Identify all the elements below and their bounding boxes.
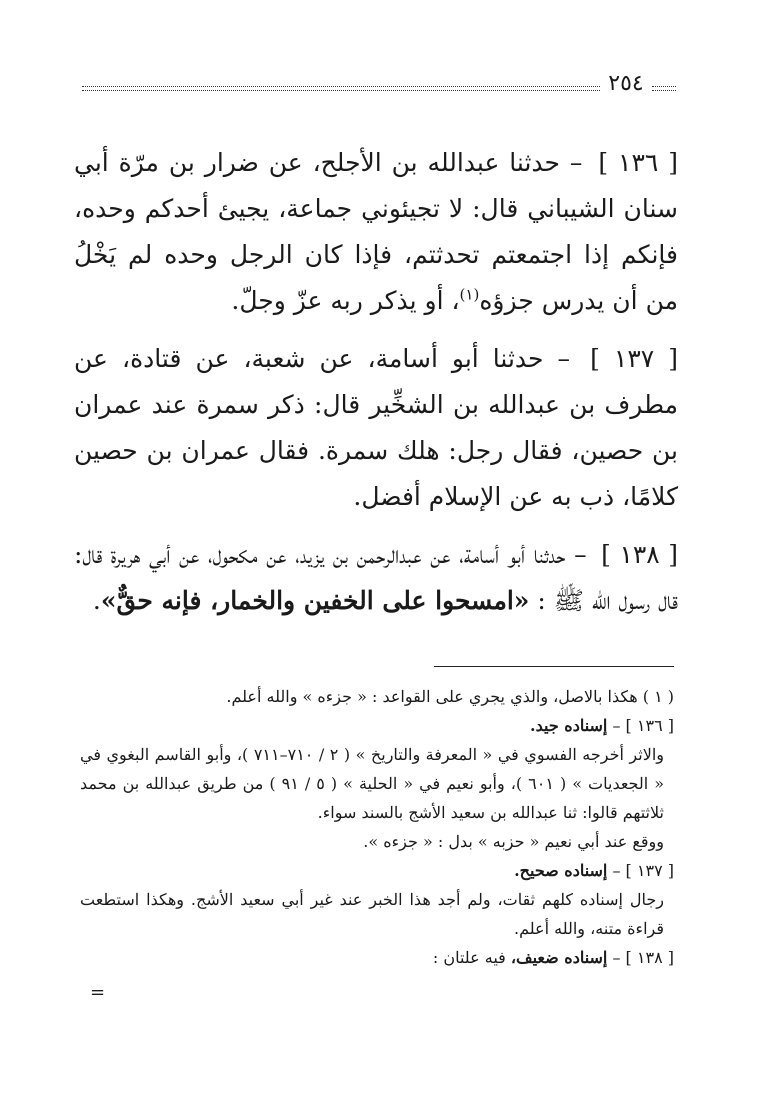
footnote-tail: فيه علتان : [432,948,511,967]
footnote-grade-138 [80,943,674,972]
footnote-label: [ ١٣٦ ] – [612,716,674,735]
footnote-grade-136 [80,711,674,740]
hadith-text-tail: ، أو يذكر ربه عزّ وجلّ. [231,286,460,315]
main-text [74,140,678,636]
footnote-label: [ ١٣٧ ] – [612,861,674,880]
header-rule [82,86,600,91]
continuation-mark: = [90,982,106,1003]
hadith-136 [74,140,678,324]
footnote-takhrij-136: والاثر أخرجه الفسوي في « المعرفة والتاريخ » ( ٢ / ٧١٠–٧١١ )، وأبو القاسم البغوي في « الجعديات » ( ٦٠١ )، وأبو نعيم في « الحلية » ( ٥ / ٩١ ) من طريق عبدالله بن محمد ثلاثتهم قالوا: ثنا عبدالله بن سعيد الأشج بالسند سواء. [80,745,665,822]
footnote-1: ( ١ ) هكذا بالاصل، والذي يجري على القواعد : « جزءه » والله أعلم. [226,687,674,706]
hadith-text: – حدثنا أبو أسامة، عن شعبة، عن قتادة، عن مطرف بن عبدالله بن الشخِّير قال: ذكر سمرة عند عمران بن حصين، فقال رجل: هلك سمرة. فقال عمران بن حصين كلامًا، ذب به عن الإسلام أفضل. [74,344,678,511]
hadith-137 [74,336,678,520]
page-header [82,71,676,100]
header-rule-short [652,86,676,91]
footnotes [80,682,674,972]
footnote-ref: (١) [459,285,480,304]
hadith-number: [ ١٣٧ ] [590,344,679,373]
hadith-text: – حدثنا عبدالله بن الأجلح، عن ضرار بن مرّة أبي سنان الشيباني قال: لا تجيئوني جماعة، يجيئ أحدكم وحده، فإنكم إذا اجتمعتم تحدثتم، فإذا كان الرجل وحده لم يَخْلُ من أن يدرس جزؤه [74,148,678,315]
footnote-grade: إسناده ضعيف، [510,948,608,967]
footnote-note-136: ووقع عند أبي نعيم « حزبه » بدل : « جزءه ». [363,832,664,851]
hadith-138 [74,532,678,624]
hadith-text: – حدثنا أبو أسامة، عن عبدالرحمن بن يزيد، عن مكحول، عن أبي هريرة قال: قال رسول الله ﷺ : [74,540,678,615]
hadith-text-tail: . [92,586,101,615]
footnote-note-137: رجال إسناده كلهم ثقات، ولم أجد هذا الخبر عند غير أبي سعيد الأشج. وهكذا استطعت قراءة متنه، والله أعلم. [80,890,664,938]
footnote-label: [ ١٣٨ ] – [612,948,674,967]
footnote-grade-137 [80,856,674,885]
footnote-separator [434,666,674,667]
prophetic-saying: «امسحوا على الخفين والخمار، فإنه حقٌّ» [100,586,530,615]
footnote-grade: إسناده جيد. [530,716,608,735]
hadith-number: [ ١٣٨ ] [601,540,678,569]
footnote-grade: إسناده صحيح. [514,861,608,880]
hadith-number: [ ١٣٦ ] [598,148,678,177]
page-number: ٢٥٤ [608,71,644,96]
